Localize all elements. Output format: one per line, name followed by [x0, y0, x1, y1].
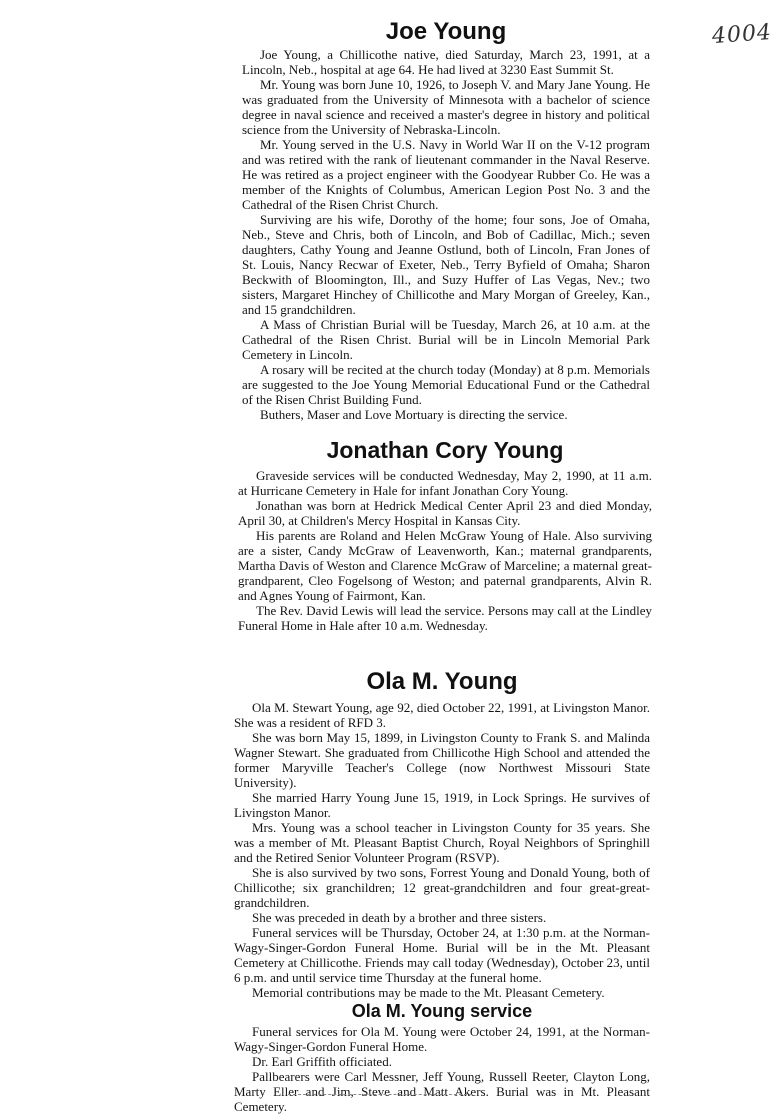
- obituary-clipping-joe-young: [242, 20, 650, 422]
- obituary-paragraph: Graveside services will be conducted Wednesday, May 2, 1990, at 11 a.m. at Hurricane Cemetery in Hale for infant Jonathan Cory Young.: [238, 468, 652, 498]
- obituary-headline: Ola M. Young: [366, 668, 518, 695]
- obituary-paragraph: Joe Young, a Chillicothe native, died Saturday, March 23, 1991, at a Lincoln, Neb., hospital at age 64. He had lived at 3230 East Summit St.: [242, 47, 650, 77]
- obituary-paragraph: A Mass of Christian Burial will be Tuesday, March 26, at 10 a.m. at the Cathedral of the Risen Christ. Burial will be in Lincoln Memorial Park Cemetery in Lincoln.: [242, 317, 650, 362]
- obituary-headline: Jonathan Cory Young: [326, 437, 564, 463]
- obituary-paragraph: Funeral services will be Thursday, October 24, at 1:30 p.m. at the Norman-Wagy-Singer-Gordon Funeral Home. Burial will be in the Mt. Pleasant Cemetery at Chillicothe. Friends may call today (Wednesday), October 23, until 6 p.m. and until service time Thursday at the funeral home.: [234, 925, 650, 985]
- obituary-paragraph: Memorial contributions may be made to the Mt. Pleasant Cemetery.: [252, 985, 605, 1000]
- obituary-paragraph: The Rev. David Lewis will lead the service. Persons may call at the Lindley Funeral Home in Hale after 10 a.m. Wednesday.: [238, 603, 652, 633]
- obituary-paragraph: Mr. Young served in the U.S. Navy in World War II on the V-12 program and was retired with the rank of lieutenant commander in the Naval Reserve. He was retired as a project engineer with the Goodyear Rubber Co. He was a member of the Knights of Columbus, American Legion Post No. 3 and the Cathedral of the Risen Christ Church.: [242, 137, 650, 212]
- service-notice-headline: Ola M. Young service: [351, 1001, 533, 1021]
- obituary-paragraph: Surviving are his wife, Dorothy of the home; four sons, Joe of Omaha, Neb., Steve and Chris, both of Lincoln, and Bob of Cadillac, Mich.; seven daughters, Cathy Young and Jeanne Ostlund, both of Lincoln, Fran Jones of St. Louis, Nancy Recwar of Exeter, Neb., Terry Byfield of Omaha; Sharon Beckwith of Bloomington, Ill., and Suzy Huffer of Las Vegas, Nev.; two sisters, Margaret Hinchey of Chillicothe and Mary Morgan of Greeley, Kan., and 15 grandchildren.: [242, 212, 650, 317]
- service-notice-paragraph: Funeral services for Ola M. Young were October 24, 1991, at the Norman-Wagy-Singer-Gordon Funeral Home.: [234, 1024, 650, 1054]
- obituary-paragraph: Jonathan was born at Hedrick Medical Center April 23 and died Monday, April 30, at Children's Mercy Hospital in Kansas City.: [238, 498, 652, 528]
- obituary-paragraph: A rosary will be recited at the church today (Monday) at 8 p.m. Memorials are suggested to the Joe Young Memorial Educational Fund or the Cathedral of the Risen Christ Building Fund.: [242, 362, 650, 407]
- obituary-paragraph: She was preceded in death by a brother and three sisters.: [252, 910, 547, 925]
- obituary-paragraph: She is also survived by two sons, Forrest Young and Donald Young, both of Chillicothe; six granchildren; 12 great-grandchildren and four great-great-grandchildren.: [234, 865, 650, 910]
- obituary-clipping-jonathan-cory-young: [238, 439, 652, 633]
- clipping-edge-divider: [288, 1094, 472, 1095]
- obituary-paragraph: Ola M. Stewart Young, age 92, died October 22, 1991, at Livingston Manor. She was a resident of RFD 3.: [234, 700, 650, 730]
- obituary-paragraph: His parents are Roland and Helen McGraw Young of Hale. Also surviving are a sister, Candy McGraw of Leavenworth, Kan.; maternal grandparents, Martha Davis of Weston and Clarence McGraw of Marceline; a maternal great-grandparent, Cleo Fogelsong of Weston; and paternal grandparents, Alvin R. and Agnes Young of Fairmont, Kan.: [238, 528, 652, 603]
- obituary-paragraph: She married Harry Young June 15, 1919, in Lock Springs. He survives of Livingston Manor.: [234, 790, 650, 820]
- obituary-paragraph: She was born May 15, 1899, in Livingston County to Frank S. and Malinda Wagner Stewart. She graduated from Chillicothe High School and attended the former Maryville Teacher's College (now Northwest Missouri State University).: [234, 730, 650, 790]
- obituary-headline: Joe Young: [385, 18, 507, 45]
- obituary-paragraph: Mrs. Young was a school teacher in Livingston County for 35 years. She was a member of Mt. Pleasant Baptist Church, Royal Neighbors of Springhill and the Retired Senior Volunteer Program (RSVP).: [234, 820, 650, 865]
- service-notice-paragraph: Dr. Earl Griffith officiated.: [252, 1054, 392, 1069]
- service-notice-paragraph: Pallbearers were Carl Messner, Jeff Young, Russell Reeter, Clayton Long, Marty Eller and Jim, Steve and Matt Akers. Burial was in Mt. Pleasant Cemetery.: [234, 1069, 650, 1114]
- obituary-clipping-ola-m-young: [234, 670, 650, 1114]
- obituary-paragraph: Mr. Young was born June 10, 1926, to Joseph V. and Mary Jane Young. He was graduated from the University of Minnesota with a bachelor of science degree in naval science and received a master's degree in history and political science from the University of Nebraska-Lincoln.: [242, 77, 650, 137]
- handwritten-page-number: 4004: [711, 19, 773, 50]
- obituary-paragraph: Buthers, Maser and Love Mortuary is directing the service.: [260, 407, 568, 422]
